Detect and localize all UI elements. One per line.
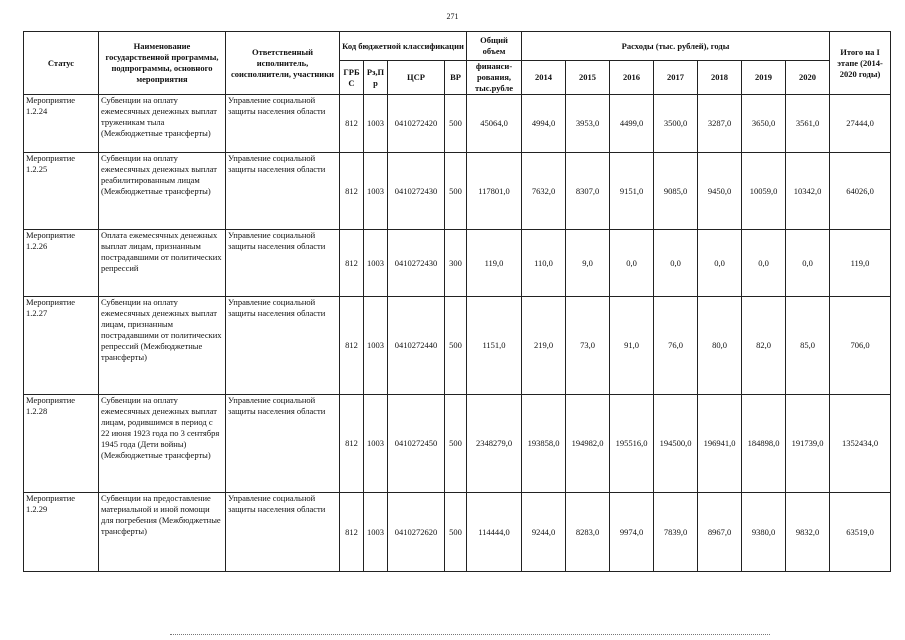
cell-vr: 300 xyxy=(445,230,467,297)
cell-total: 45064,0 xyxy=(467,95,522,153)
cell-year-2015: 8307,0 xyxy=(566,153,610,230)
header-total-bottom: финанси-рования, тыс.рубле xyxy=(467,61,522,95)
cell-year-2014: 193858,0 xyxy=(522,395,566,493)
header-year: 2017 xyxy=(654,61,698,95)
cell-status: Мероприятие 1.2.27 xyxy=(24,297,99,395)
cell-csr: 0410272420 xyxy=(388,95,445,153)
header-stage-total: Итого на I этапе (2014-2020 годы) xyxy=(830,32,891,95)
cell-year-2019: 9380,0 xyxy=(742,493,786,572)
cell-year-2017: 76,0 xyxy=(654,297,698,395)
cell-vr: 500 xyxy=(445,493,467,572)
header-csr: ЦСР xyxy=(388,61,445,95)
cell-vr: 500 xyxy=(445,395,467,493)
cell-year-2018: 0,0 xyxy=(698,230,742,297)
header-year: 2014 xyxy=(522,61,566,95)
cell-year-2016: 195516,0 xyxy=(610,395,654,493)
cell-stage-total: 1352434,0 xyxy=(830,395,891,493)
header-year: 2015 xyxy=(566,61,610,95)
cell-year-2014: 219,0 xyxy=(522,297,566,395)
cell-year-2020: 10342,0 xyxy=(786,153,830,230)
cell-year-2017: 0,0 xyxy=(654,230,698,297)
cell-stage-total: 706,0 xyxy=(830,297,891,395)
cell-year-2018: 9450,0 xyxy=(698,153,742,230)
cell-year-2019: 82,0 xyxy=(742,297,786,395)
cell-grbs: 812 xyxy=(340,95,364,153)
table-row xyxy=(24,230,891,297)
cell-year-2017: 9085,0 xyxy=(654,153,698,230)
cell-stage-total: 64026,0 xyxy=(830,153,891,230)
cell-name: Субвенции на оплату ежемесячных денежных выплат лицам, признанным пострадавшими от политических репрессий (Межбюджетные трансферты) xyxy=(99,297,226,395)
header-vr: ВР xyxy=(445,61,467,95)
cell-csr: 0410272450 xyxy=(388,395,445,493)
cell-csr: 0410272440 xyxy=(388,297,445,395)
cell-responsible: Управление социальной защиты населения области xyxy=(226,153,340,230)
cell-rzpr: 1003 xyxy=(364,493,388,572)
cell-status: Мероприятие 1.2.26 xyxy=(24,230,99,297)
cell-name: Субвенции на оплату ежемесячных денежных выплат лицам, родившимся в период с 22 июня 1923 года по 3 сентября 1945 года (Дети войны) (Межбюджетные трансферты) xyxy=(99,395,226,493)
header-total-top: Общий объем xyxy=(467,32,522,61)
cell-rzpr: 1003 xyxy=(364,395,388,493)
cell-responsible: Управление социальной защиты населения области xyxy=(226,297,340,395)
cell-year-2014: 7632,0 xyxy=(522,153,566,230)
cell-year-2016: 0,0 xyxy=(610,230,654,297)
cell-stage-total: 63519,0 xyxy=(830,493,891,572)
cell-grbs: 812 xyxy=(340,493,364,572)
table-row xyxy=(24,297,891,395)
cell-grbs: 812 xyxy=(340,395,364,493)
cell-year-2018: 8967,0 xyxy=(698,493,742,572)
cell-status: Мероприятие 1.2.28 xyxy=(24,395,99,493)
cell-status: Мероприятие 1.2.24 xyxy=(24,95,99,153)
cell-year-2016: 9151,0 xyxy=(610,153,654,230)
table-row xyxy=(24,493,891,572)
cell-status: Мероприятие 1.2.29 xyxy=(24,493,99,572)
cell-vr: 500 xyxy=(445,95,467,153)
cell-total: 117801,0 xyxy=(467,153,522,230)
budget-table xyxy=(23,31,891,572)
header-name: Наименование государственной программы, подпрограммы, основного мероприятия xyxy=(99,32,226,95)
cell-year-2016: 4499,0 xyxy=(610,95,654,153)
cell-year-2018: 196941,0 xyxy=(698,395,742,493)
header-rzpr: Рз,П р xyxy=(364,61,388,95)
cell-year-2018: 80,0 xyxy=(698,297,742,395)
cell-year-2020: 85,0 xyxy=(786,297,830,395)
cell-year-2020: 9832,0 xyxy=(786,493,830,572)
cell-year-2016: 9974,0 xyxy=(610,493,654,572)
cell-name: Субвенции на оплату ежемесячных денежных выплат реабилитированным лицам (Межбюджетные трансферты) xyxy=(99,153,226,230)
header-status: Статус xyxy=(24,32,99,95)
cell-year-2016: 91,0 xyxy=(610,297,654,395)
cell-year-2015: 9,0 xyxy=(566,230,610,297)
cell-responsible: Управление социальной защиты населения области xyxy=(226,493,340,572)
cell-year-2015: 73,0 xyxy=(566,297,610,395)
cell-grbs: 812 xyxy=(340,230,364,297)
page-number: 271 xyxy=(446,12,459,21)
cell-stage-total: 119,0 xyxy=(830,230,891,297)
cell-name: Субвенции на предоставление материальной и иной помощи для погребения (Межбюджетные трансферты) xyxy=(99,493,226,572)
table-row xyxy=(24,153,891,230)
cell-csr: 0410272430 xyxy=(388,230,445,297)
footer-divider xyxy=(170,634,770,636)
cell-vr: 500 xyxy=(445,153,467,230)
cell-rzpr: 1003 xyxy=(364,230,388,297)
cell-year-2020: 3561,0 xyxy=(786,95,830,153)
cell-year-2020: 0,0 xyxy=(786,230,830,297)
header-budget-code: Код бюджетной классификации xyxy=(340,32,467,61)
cell-year-2017: 7839,0 xyxy=(654,493,698,572)
cell-year-2017: 194500,0 xyxy=(654,395,698,493)
header-grbs: ГРБ С xyxy=(340,61,364,95)
cell-year-2014: 9244,0 xyxy=(522,493,566,572)
cell-total: 2348279,0 xyxy=(467,395,522,493)
cell-year-2017: 3500,0 xyxy=(654,95,698,153)
cell-year-2019: 0,0 xyxy=(742,230,786,297)
cell-year-2015: 194982,0 xyxy=(566,395,610,493)
table-row xyxy=(24,395,891,493)
header-year: 2019 xyxy=(742,61,786,95)
cell-responsible: Управление социальной защиты населения области xyxy=(226,230,340,297)
cell-responsible: Управление социальной защиты населения области xyxy=(226,95,340,153)
header-expenses: Расходы (тыс. рублей), годы xyxy=(522,32,830,61)
cell-stage-total: 27444,0 xyxy=(830,95,891,153)
header-year: 2020 xyxy=(786,61,830,95)
cell-total: 119,0 xyxy=(467,230,522,297)
cell-csr: 0410272430 xyxy=(388,153,445,230)
cell-year-2015: 8283,0 xyxy=(566,493,610,572)
cell-csr: 0410272620 xyxy=(388,493,445,572)
cell-year-2014: 4994,0 xyxy=(522,95,566,153)
cell-grbs: 812 xyxy=(340,153,364,230)
cell-year-2018: 3287,0 xyxy=(698,95,742,153)
cell-name: Субвенции на оплату ежемесячных денежных выплат труженикам тыла (Межбюджетные трансферты) xyxy=(99,95,226,153)
cell-year-2015: 3953,0 xyxy=(566,95,610,153)
header-responsible: Ответственный исполнитель, соисполнители, участники xyxy=(226,32,340,95)
table-row xyxy=(24,95,891,153)
cell-grbs: 812 xyxy=(340,297,364,395)
cell-rzpr: 1003 xyxy=(364,95,388,153)
cell-year-2019: 10059,0 xyxy=(742,153,786,230)
cell-total: 114444,0 xyxy=(467,493,522,572)
cell-year-2020: 191739,0 xyxy=(786,395,830,493)
cell-responsible: Управление социальной защиты населения области xyxy=(226,395,340,493)
cell-year-2019: 3650,0 xyxy=(742,95,786,153)
cell-rzpr: 1003 xyxy=(364,153,388,230)
header-year: 2018 xyxy=(698,61,742,95)
cell-vr: 500 xyxy=(445,297,467,395)
cell-year-2014: 110,0 xyxy=(522,230,566,297)
cell-total: 1151,0 xyxy=(467,297,522,395)
cell-year-2019: 184898,0 xyxy=(742,395,786,493)
cell-name: Оплата ежемесячных денежных выплат лицам, признанным пострадавшими от политических репрессий xyxy=(99,230,226,297)
cell-status: Мероприятие 1.2.25 xyxy=(24,153,99,230)
cell-rzpr: 1003 xyxy=(364,297,388,395)
header-year: 2016 xyxy=(610,61,654,95)
